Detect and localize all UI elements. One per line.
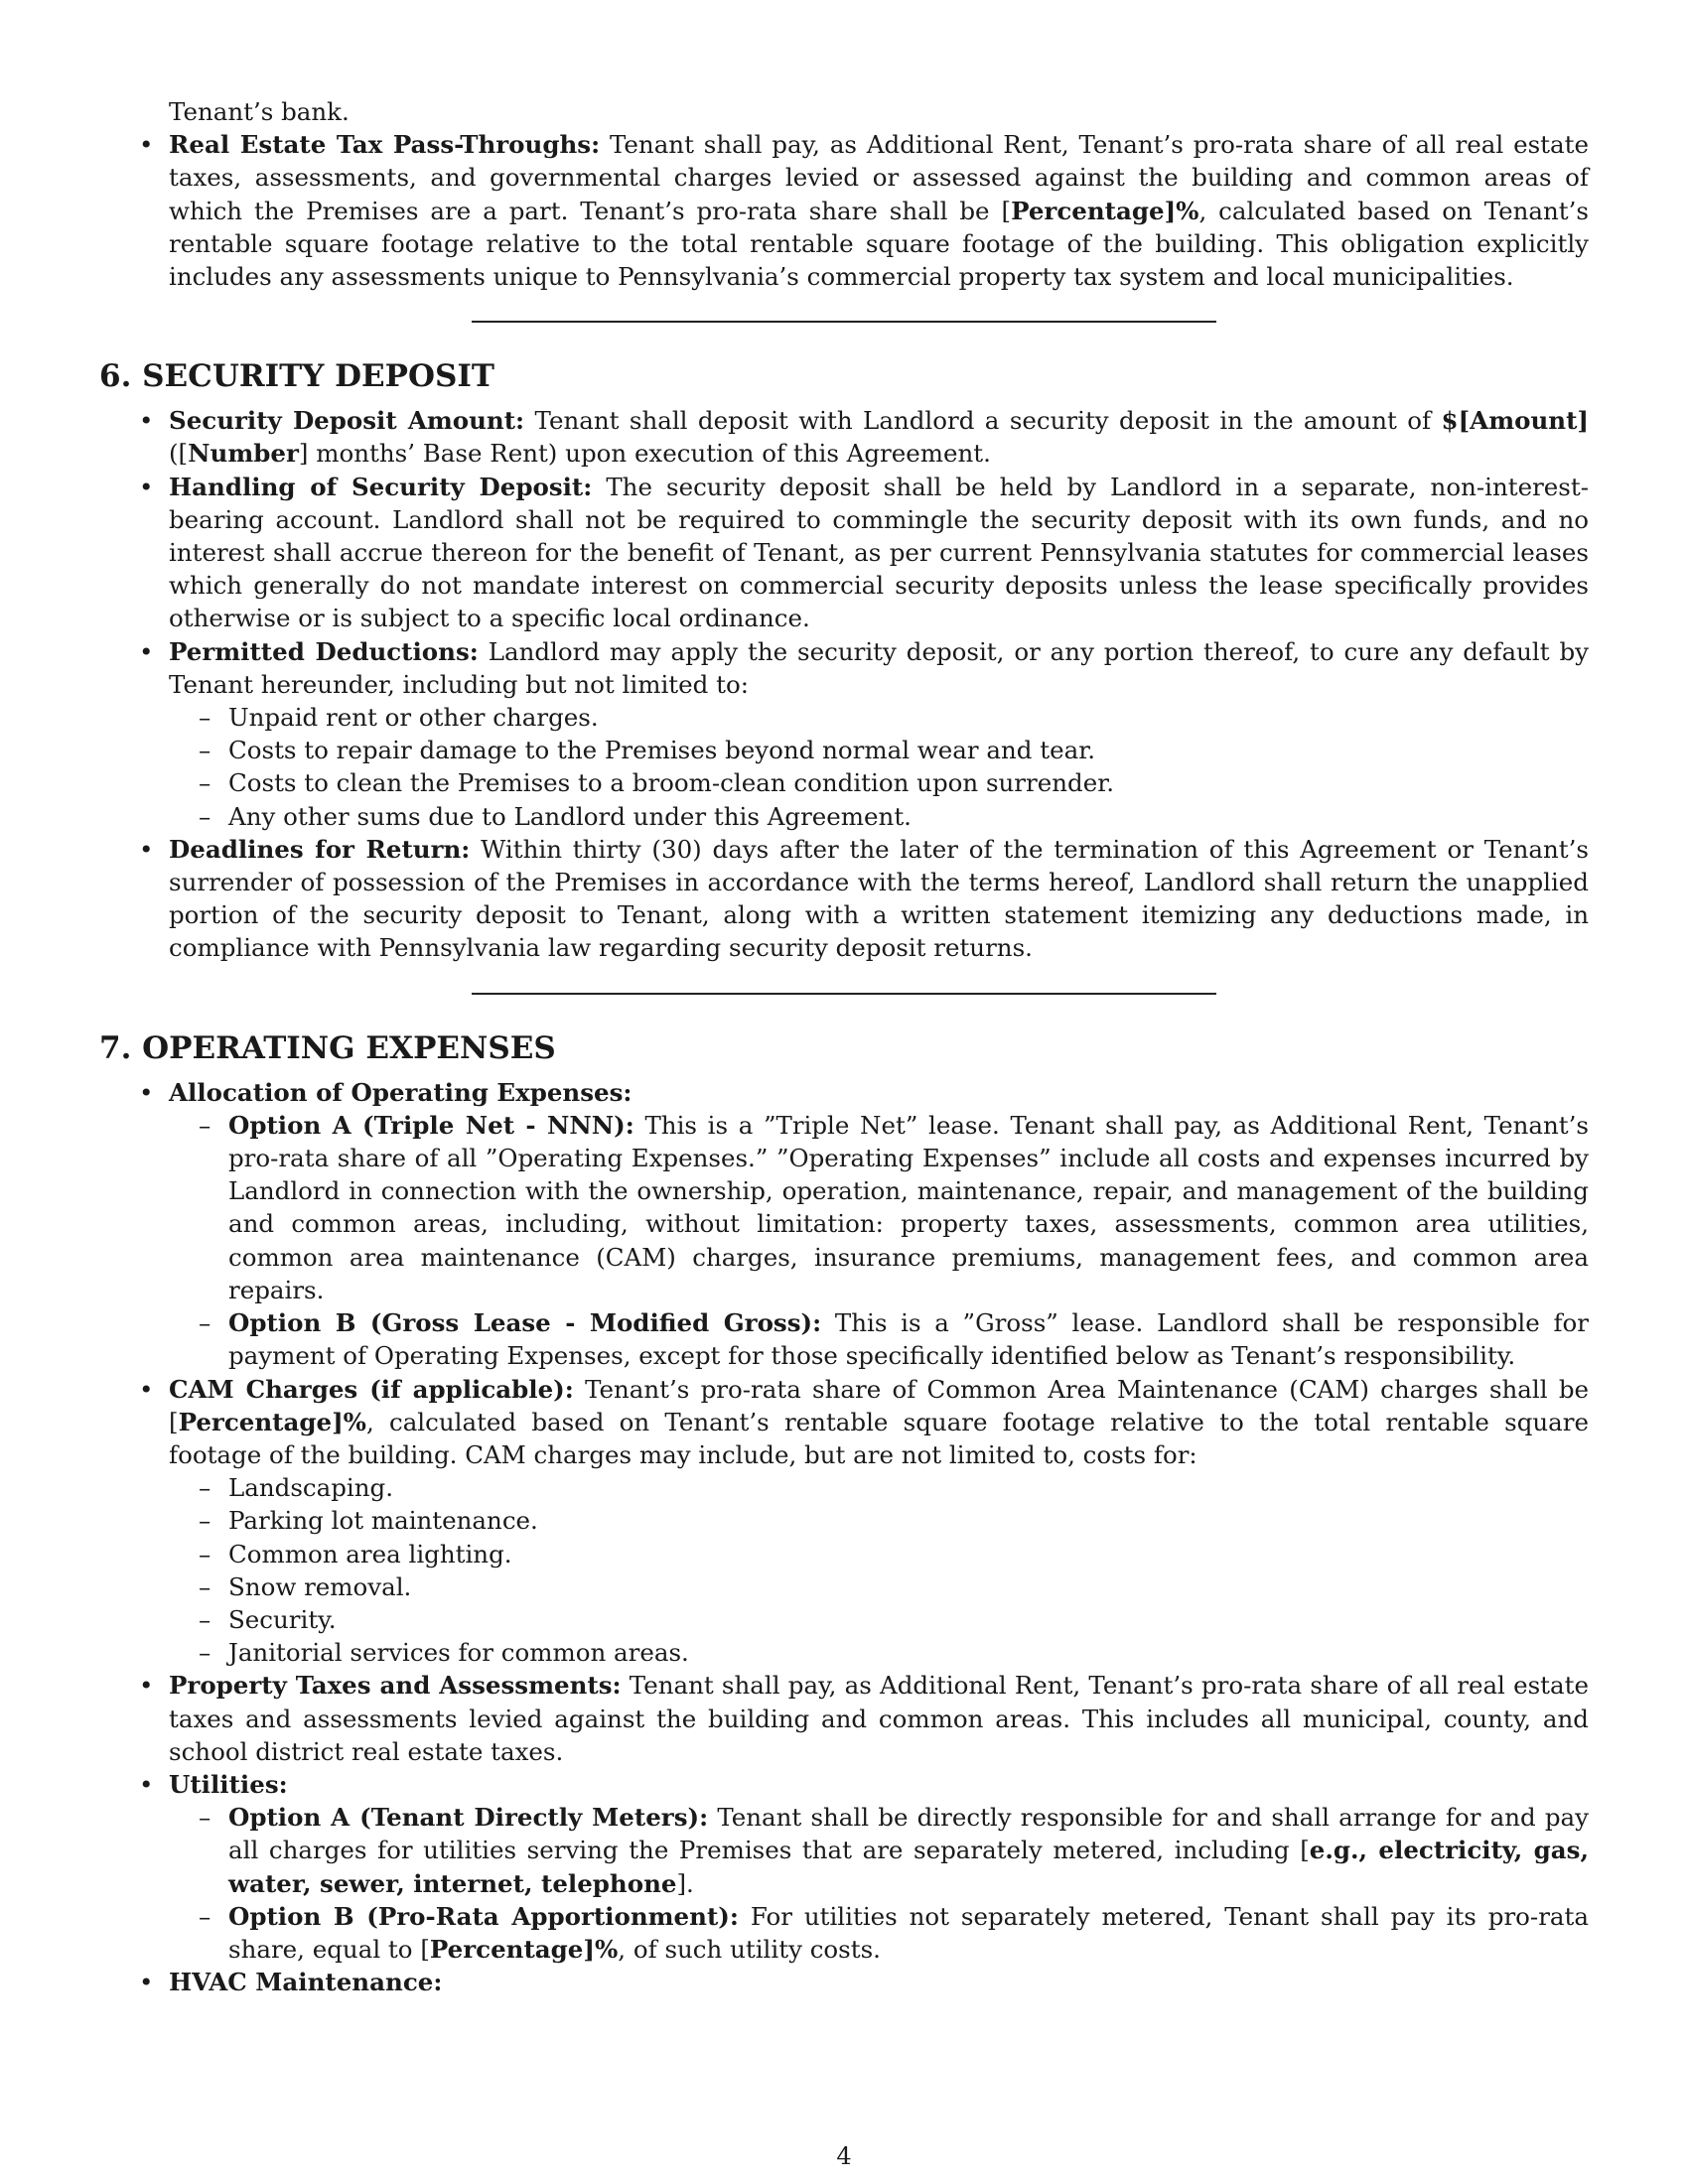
sublist-item: – Janitorial services for common areas. — [169, 1636, 1589, 1669]
list-item: • Allocation of Operating Expenses: – Option A (Triple Net - NNN): This is a ”Triple Net” lease. Tenant shall pay, as Additional Rent, Tenant’s pro-rata share of all ”Operating Expenses.” ”Operating Expenses” include all costs and expenses incurred by Landlord in connection with the ownership, operation, maintenance, repair, and management of the building and common areas, including, without limitation: property taxes, assessments, common area utilities, common area maintenance (CAM) charges, insurance premiums, management fees, and common area repairs. – Option B (Gross Lease - Modified Gross): This is a ”Gross” lease. Landlord shall be responsible for payment of Operating Expenses, except for those specifically identified below as Tenant’s responsibility. — [99, 1076, 1589, 1373]
sublist-item: – Costs to clean the Premises to a broom-clean condition upon surrender. — [169, 766, 1589, 799]
cam-sublist — [169, 1471, 1589, 1669]
list-item: • Handling of Security Deposit: The security deposit shall be held by Landlord in a separate, non-interest-bearing account. Landlord shall not be required to commingle the security deposit with its own funds, and no interest shall accrue thereon for the benefit of Tenant, as per current Pennsylvania statutes for commercial leases which generally do not mandate interest on commercial security deposits unless the lease specifically provides otherwise or is subject to a specific local ordinance. — [99, 471, 1589, 635]
sublist-item: – Unpaid rent or other charges. — [169, 701, 1589, 734]
list-item: • Permitted Deductions: Landlord may apply the security deposit, or any portion thereof, to cure any default by Tenant hereunder, including but not limited to: – Unpaid rent or other charges. – Costs to repair damage to the Premises beyond normal wear and tear. – Costs to clean the Premises to a broom-clean condition upon surrender. – Any other sums due to Landlord under this Agreement. — [99, 635, 1589, 833]
continuation-text: Tenant’s bank. — [169, 97, 350, 126]
list-item: • Utilities: – Option A (Tenant Directly Meters): Tenant shall be directly responsible for and shall arrange for and pay all charges for utilities serving the Premises that are separately metered, including [e.g., electricity, gas, water, sewer, internet, telephone]. – Option B (Pro-Rata Apportionment): For utilities not separately metered, Tenant shall pay its pro-rata share, equal to [Percentage]%, of such utility costs. — [99, 1768, 1589, 1966]
item-label: Real Estate Tax Pass-Throughs: — [169, 130, 601, 160]
sublist-item: – Option B (Pro-Rata Apportionment): For utilities not separately metered, Tenant shall pay its pro-rata share, equal to [Percentage]%, of such utility costs. — [169, 1900, 1589, 1966]
sublist-item: – Landscaping. — [169, 1471, 1589, 1504]
list-item: • Deadlines for Return: Within thirty (30) days after the later of the termination of this Agreement or Tenant’s surrender of possession of the Premises in accordance with the terms hereof, Landlord shall return the unapplied portion of the security deposit to Tenant, along with a written statement itemizing any deductions made, in compliance with Pennsylvania law regarding security deposit returns. — [99, 833, 1589, 965]
sublist-item: – Snow removal. — [169, 1570, 1589, 1603]
sublist-item: – Option A (Tenant Directly Meters): Tenant shall be directly responsible for and shall arrange for and pay all charges for utilities serving the Premises that are separately metered, including [e.g., electricity, gas, water, sewer, internet, telephone]. — [169, 1801, 1589, 1900]
list-item: • CAM Charges (if applicable): Tenant’s pro-rata share of Common Area Maintenance (CAM) charges shall be [Percentage]%, calculated based on Tenant’s rentable square footage relative to the total rentable square footage of the building. CAM charges may include, but are not limited to, costs for: – Landscaping. – Parking lot maintenance. – Common area lighting. – Snow removal. – Security. – Janitorial services for common areas. — [99, 1373, 1589, 1670]
list-item: • Property Taxes and Assessments: Tenant shall pay, as Additional Rent, Tenant’s pro-rata share of all real estate taxes and assessments levied against the building and common areas. This includes all municipal, county, and school district real estate taxes. — [99, 1669, 1589, 1768]
utilities-sublist — [169, 1801, 1589, 1966]
sublist-item: – Option B (Gross Lease - Modified Gross): This is a ”Gross” lease. Landlord shall be responsible for payment of Operating Expenses, except for those specifically identified below as Tenant’s responsibility. — [169, 1306, 1589, 1372]
deductions-sublist — [169, 701, 1589, 833]
list-item: • Real Estate Tax Pass-Throughs: Tenant shall pay, as Additional Rent, Tenant’s pro-rata share of all real estate taxes, assessments, and governmental charges levied or assessed against the building and common areas of which the Premises are a part. Tenant’s pro-rata share shall be [Percentage]%, calculated based on Tenant’s rentable square footage relative to the total rentable square footage of the building. This obligation explicitly includes any assessments unique to Pennsylvania’s commercial property tax system and local municipalities. — [99, 128, 1589, 293]
operating-expenses-list — [99, 1076, 1589, 1999]
section-heading-operating-expenses: 7. OPERATING EXPENSES — [99, 1029, 556, 1066]
page-number: 4 — [836, 2142, 852, 2170]
allocation-sublist — [169, 1109, 1589, 1373]
sublist-item: – Costs to repair damage to the Premises beyond normal wear and tear. — [169, 734, 1589, 766]
security-deposit-list — [99, 404, 1589, 964]
sublist-item: – Any other sums due to Landlord under this Agreement. — [169, 800, 1589, 833]
list-item: • HVAC Maintenance: — [99, 1966, 1589, 1998]
tax-list — [99, 128, 1589, 293]
sublist-item: – Option A (Triple Net - NNN): This is a ”Triple Net” lease. Tenant shall pay, as Additional Rent, Tenant’s pro-rata share of all ”Operating Expenses.” ”Operating Expenses” include all costs and expenses incurred by Landlord in connection with the ownership, operation, maintenance, repair, and management of the building and common areas, including, without limitation: property taxes, assessments, common area utilities, common area maintenance (CAM) charges, insurance premiums, management fees, and common area repairs. — [169, 1109, 1589, 1306]
sublist-item: – Parking lot maintenance. — [169, 1504, 1589, 1537]
document-page — [99, 95, 1589, 1998]
sublist-item: – Common area lighting. — [169, 1538, 1589, 1570]
sublist-item: – Security. — [169, 1603, 1589, 1636]
list-item: • Security Deposit Amount: Tenant shall deposit with Landlord a security deposit in the amount of $[Amount] ([Number] months’ Base Rent) upon execution of this Agreement. — [99, 404, 1589, 470]
section-heading-security-deposit: 6. SECURITY DEPOSIT — [99, 358, 494, 395]
